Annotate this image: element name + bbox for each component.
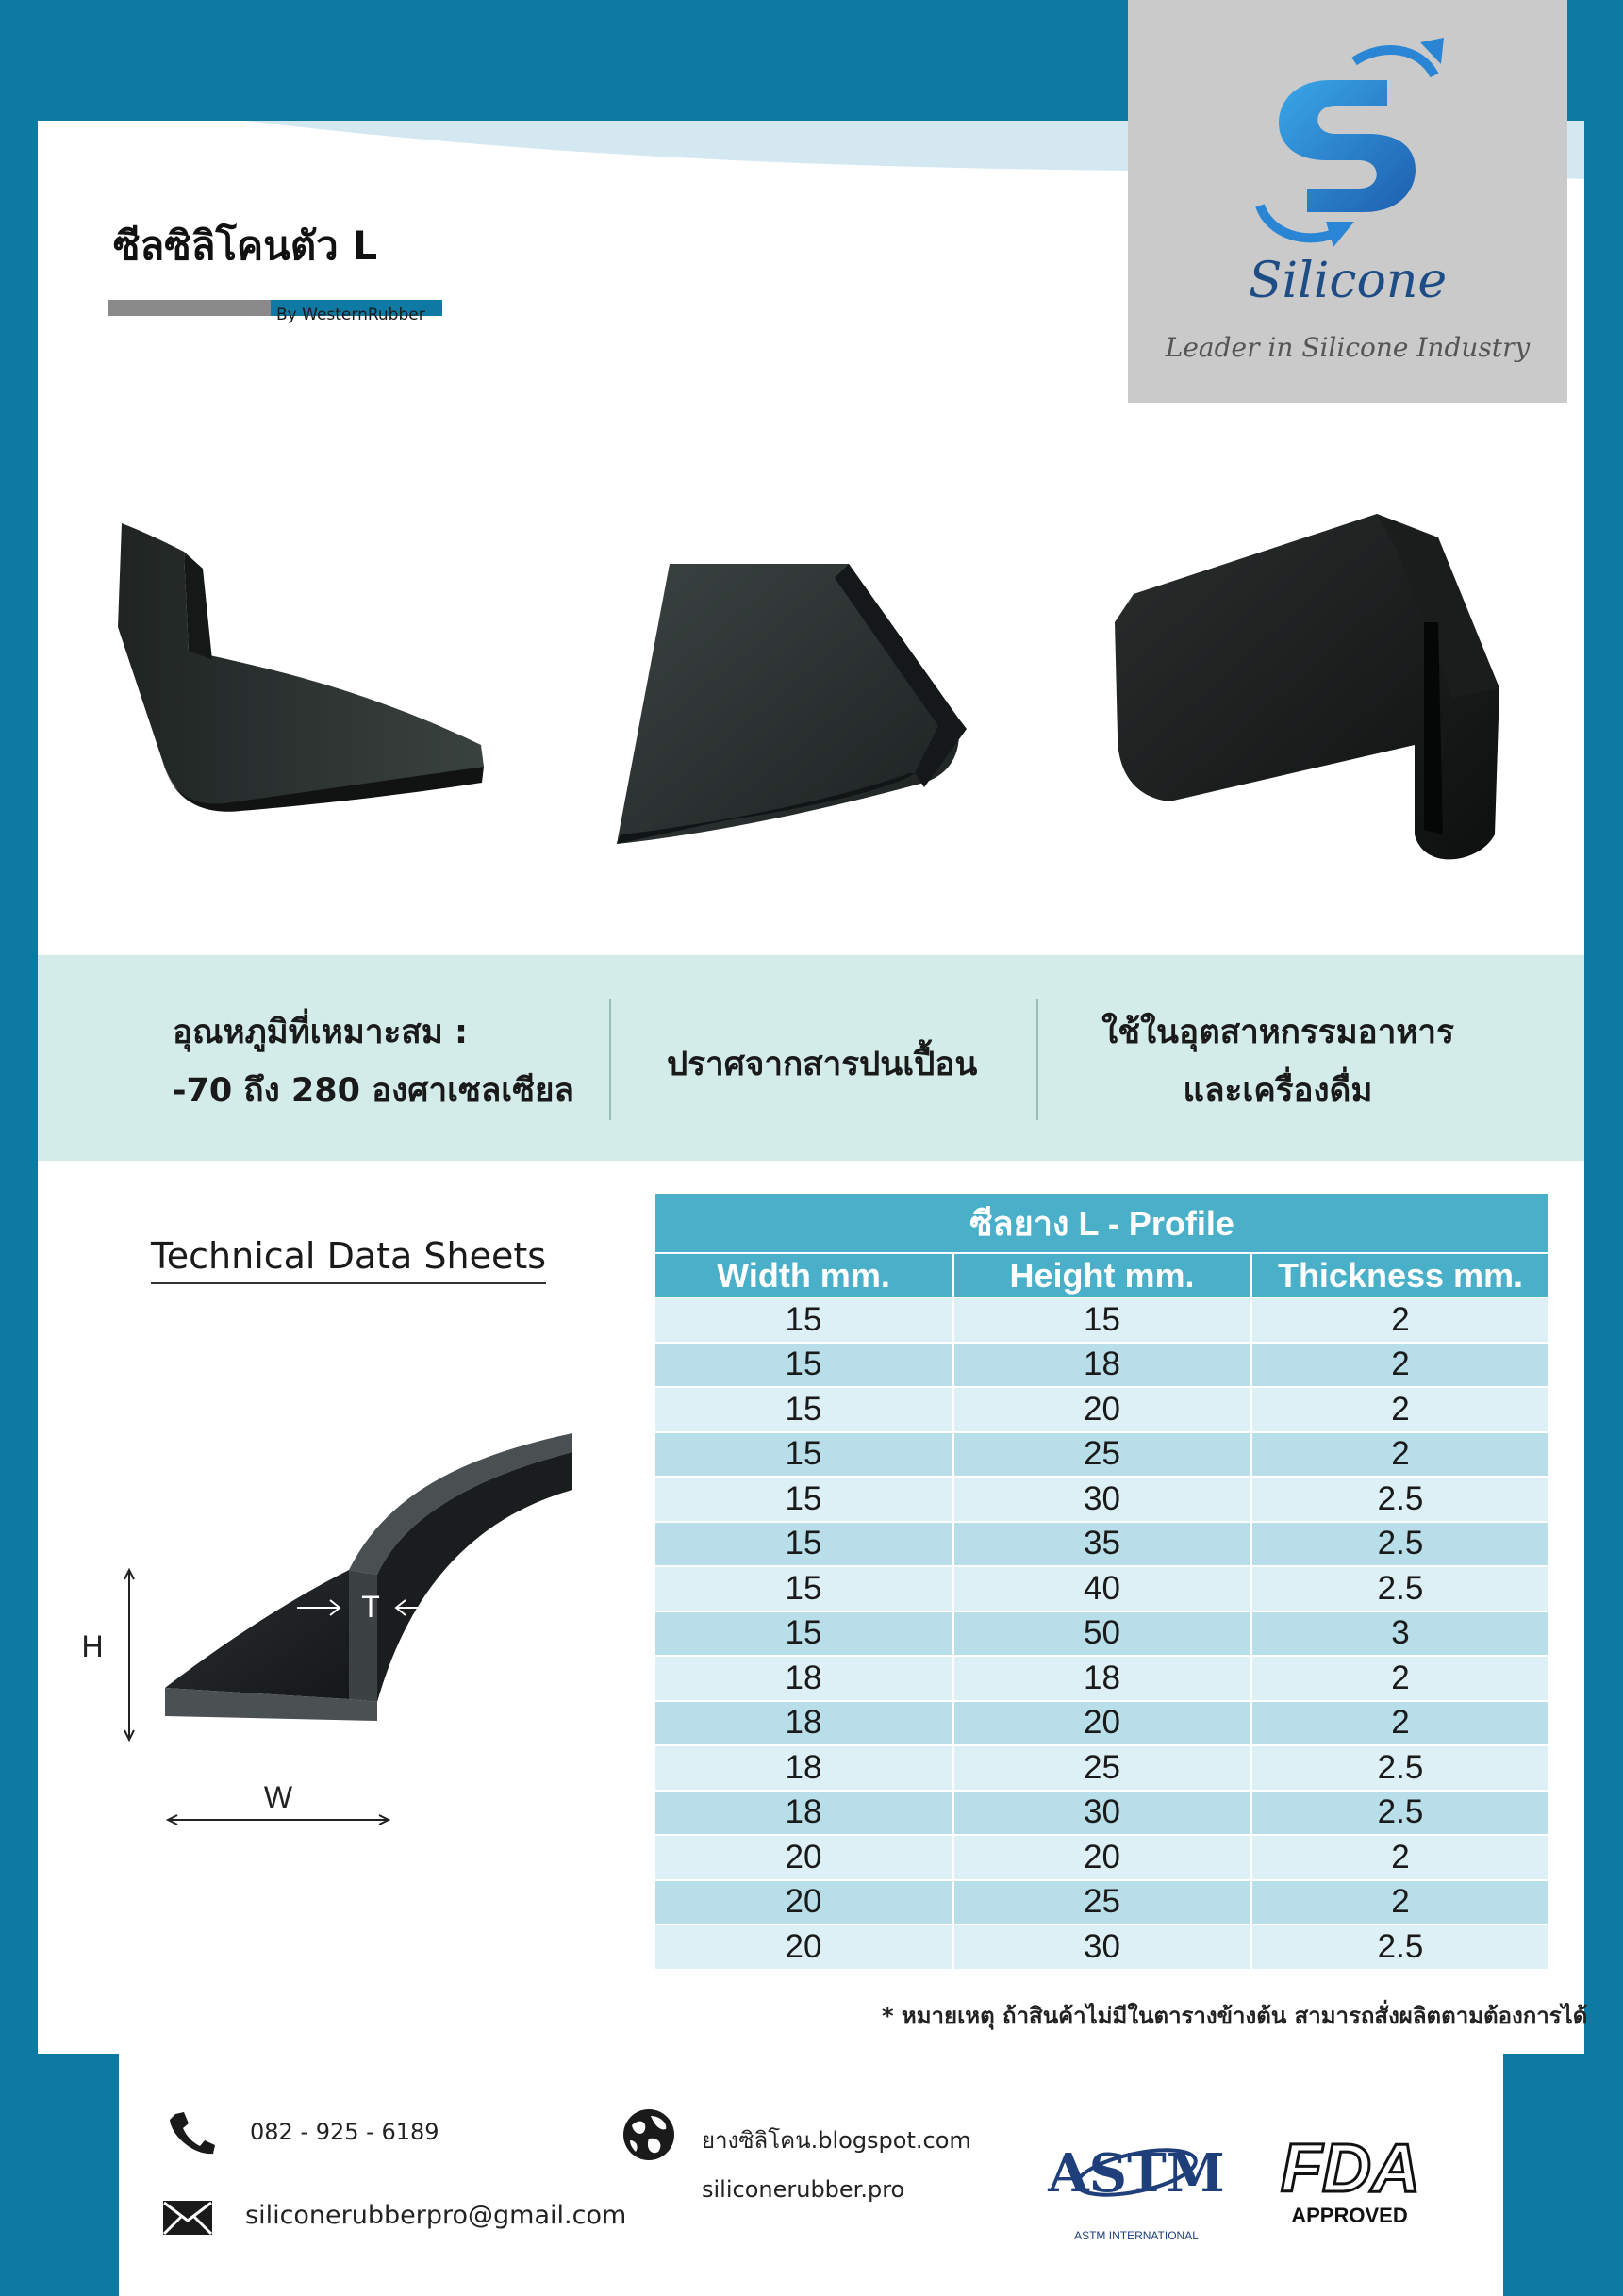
label-w: W (263, 1780, 293, 1814)
email-address[interactable]: siliconerubberpro@gmail.com (245, 2201, 627, 2230)
table-cell: 25 (953, 1432, 1251, 1478)
brand-tagline: Leader in Silicone Industry (1165, 332, 1531, 363)
table-cell: 15 (654, 1432, 953, 1478)
feature-divider (1036, 999, 1038, 1120)
table-cell: 15 (654, 1297, 953, 1343)
feature-temperature-line1: อุณหภูมิที่เหมาะสม : (173, 1014, 468, 1051)
astm-label: ASTM INTERNATIONAL (1074, 2229, 1199, 2242)
page-title: ซีลซิลิโคนตัว L (113, 223, 378, 269)
table-cell: 2 (1251, 1701, 1550, 1746)
astm-logo-icon (1048, 2125, 1225, 2227)
table-row (654, 1387, 1550, 1432)
table-row (654, 1611, 1550, 1657)
table-cell: 15 (654, 1522, 953, 1567)
table-cell: 2.5 (1251, 1791, 1550, 1836)
product-photo-2 (613, 561, 964, 853)
brand-name: Silicone (1248, 253, 1448, 309)
table-cell: 25 (953, 1880, 1251, 1925)
table-row (654, 1297, 1550, 1343)
table-row (654, 1745, 1550, 1791)
table-cell: 20 (953, 1387, 1251, 1432)
table-cell: 20 (654, 1924, 953, 1970)
table-cell: 18 (654, 1656, 953, 1701)
feature-food-line2: และเครื่องดื่ม (1183, 1072, 1373, 1110)
table-row (654, 1566, 1550, 1611)
table-cell: 30 (953, 1477, 1251, 1522)
table-column-header: Height mm. (953, 1253, 1251, 1297)
table-row (654, 1701, 1550, 1746)
table-cell: 18 (953, 1343, 1251, 1388)
table-column-header: Width mm. (654, 1253, 953, 1297)
brand-logo (1128, 0, 1567, 403)
globe-icon (622, 2108, 675, 2161)
website-domain[interactable]: siliconerubber.pro (702, 2176, 905, 2203)
table-cell: 2 (1251, 1343, 1550, 1388)
astm-mark: ASTM (1048, 2142, 1225, 2205)
feature-temperature (173, 1003, 574, 1120)
table-row (654, 1924, 1550, 1970)
fda-mark: FDA (1281, 2131, 1420, 2206)
table-cell: 20 (654, 1835, 953, 1880)
table-row (654, 1835, 1550, 1880)
table-cell: 2 (1251, 1387, 1550, 1432)
label-t: T (361, 1590, 380, 1624)
table-cell: 20 (654, 1880, 953, 1925)
table-cell: 15 (654, 1566, 953, 1611)
byline-bar-gray (108, 300, 271, 316)
feature-food-industry (1075, 1003, 1481, 1120)
tds-title: Technical Data Sheets (151, 1235, 546, 1284)
table-cell: 18 (654, 1701, 953, 1746)
feature-temperature-line2: -70 ถึง 280 องศาเซลเซียล (173, 1072, 574, 1110)
table-cell: 20 (953, 1835, 1251, 1880)
feature-contaminant-free: ปราศจากสารปนเปื้อน (667, 1046, 978, 1083)
table-cell: 2.5 (1251, 1924, 1550, 1970)
custom-order-note: * หมายเหตุ ถ้าสินค้าไม่มีในตารางข้างต้น สามารถสั่งผลิตตามต้องการได้ (882, 2003, 1588, 2029)
table-cell: 3 (1251, 1611, 1550, 1657)
feature-food-line1: ใช้ในอุตสาหกรรมอาหาร (1101, 1014, 1454, 1051)
table-cell: 20 (953, 1701, 1251, 1746)
table-row (654, 1791, 1550, 1836)
table-row (654, 1880, 1550, 1925)
table-cell: 2 (1251, 1835, 1550, 1880)
l-profile-diagram (66, 1419, 575, 1843)
table-row (654, 1477, 1550, 1522)
table-cell: 35 (953, 1522, 1251, 1567)
email-icon (162, 2200, 213, 2236)
table-cell: 2.5 (1251, 1566, 1550, 1611)
table-row (654, 1656, 1550, 1701)
table-row (654, 1522, 1550, 1567)
table-cell: 30 (953, 1924, 1251, 1970)
table-cell: 40 (953, 1566, 1251, 1611)
table-cell: 18 (654, 1791, 953, 1836)
silicone-logo-icon (1241, 28, 1454, 245)
table-cell: 2 (1251, 1297, 1550, 1343)
website-blog[interactable]: ยางซิลิโคน.blogspot.com (702, 2127, 971, 2154)
table-cell: 2 (1251, 1432, 1550, 1478)
product-photo-1 (108, 523, 495, 858)
phone-number[interactable]: 082 - 925 - 6189 (250, 2119, 439, 2145)
table-column-header: Thickness mm. (1251, 1253, 1550, 1297)
label-h: H (81, 1629, 104, 1663)
byline: By WesternRubber (276, 306, 425, 324)
product-photo-3 (1113, 509, 1501, 867)
table-cell: 15 (654, 1611, 953, 1657)
table-row (654, 1432, 1550, 1478)
table-caption: ซีลยาง L - Profile (654, 1194, 1550, 1253)
table-cell: 15 (654, 1477, 953, 1522)
table-cell: 50 (953, 1611, 1251, 1657)
table-cell: 2.5 (1251, 1745, 1550, 1791)
table-cell: 15 (953, 1297, 1251, 1343)
table-cell: 2 (1251, 1656, 1550, 1701)
phone-icon (168, 2110, 215, 2156)
fda-approved: APPROVED (1291, 2204, 1408, 2227)
table-cell: 15 (654, 1387, 953, 1432)
table-cell: 15 (654, 1343, 953, 1388)
table-cell: 2 (1251, 1880, 1550, 1925)
table-cell: 18 (953, 1656, 1251, 1701)
table-cell: 18 (654, 1745, 953, 1791)
table-row (654, 1343, 1550, 1388)
fda-logo-icon (1279, 2131, 1422, 2206)
profile-spec-table (653, 1194, 1551, 1971)
table-cell: 2.5 (1251, 1522, 1550, 1567)
table-cell: 25 (953, 1745, 1251, 1791)
feature-divider (609, 999, 611, 1120)
table-cell: 30 (953, 1791, 1251, 1836)
table-cell: 2.5 (1251, 1477, 1550, 1522)
